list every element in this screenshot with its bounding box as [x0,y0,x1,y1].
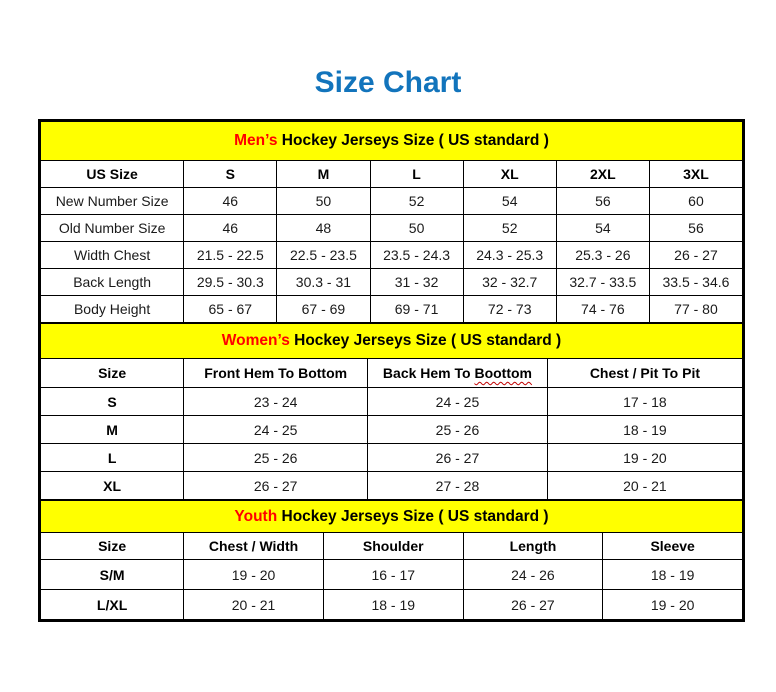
youth-table-row [41,560,743,590]
mens-value-cell: 56 [649,215,742,242]
mens-value-cell: 77 - 80 [649,296,742,323]
mens-value-cell: 67 - 69 [277,296,370,323]
womens-table-row [41,472,743,500]
mens-value-cell: 32.7 - 33.5 [556,269,649,296]
mens-row-label: Back Length [41,269,184,296]
womens-section-heading [41,324,743,359]
mens-value-cell: 30.3 - 31 [277,269,370,296]
youth-value-cell: 24 - 26 [463,560,603,590]
mens-value-cell: 25.3 - 26 [556,242,649,269]
womens-value-cell: 24 - 25 [368,388,548,416]
mens-column-header: M [277,161,370,188]
youth-value-cell: 18 - 19 [323,590,463,620]
youth-value-cell: 26 - 27 [463,590,603,620]
youth-value-cell: 19 - 20 [603,590,743,620]
mens-value-cell: 48 [277,215,370,242]
mens-size-table [40,121,743,323]
womens-value-cell: 20 - 21 [547,472,742,500]
mens-value-cell: 60 [649,188,742,215]
womens-row-label: L [41,444,184,472]
mens-table-row [41,242,743,269]
youth-table-row [41,590,743,620]
mens-column-header: XL [463,161,556,188]
mens-row-label: Body Height [41,296,184,323]
youth-column-header: Size [41,533,184,560]
mens-row-label: Old Number Size [41,215,184,242]
mens-value-cell: 26 - 27 [649,242,742,269]
womens-column-header: Size [41,359,184,388]
mens-column-header: US Size [41,161,184,188]
womens-value-cell: 19 - 20 [547,444,742,472]
youth-row-label: S/M [41,560,184,590]
misspelled-word: Boottom [474,365,533,381]
womens-row-label: XL [41,472,184,500]
mens-value-cell: 21.5 - 22.5 [184,242,277,269]
youth-size-table [40,500,743,620]
size-chart-tables [38,119,745,622]
youth-row-label: L/XL [41,590,184,620]
womens-value-cell: 27 - 28 [368,472,548,500]
mens-heading-accent: Men’s [234,132,278,149]
youth-section-heading [41,501,743,533]
mens-value-cell: 72 - 73 [463,296,556,323]
mens-column-header: 3XL [649,161,742,188]
mens-column-header: 2XL [556,161,649,188]
youth-value-cell: 20 - 21 [184,590,324,620]
womens-value-cell: 17 - 18 [547,388,742,416]
mens-column-header: S [184,161,277,188]
youth-column-header: Chest / Width [184,533,324,560]
womens-value-cell: 24 - 25 [184,416,368,444]
mens-table-row [41,296,743,323]
womens-table-row [41,444,743,472]
mens-table-row [41,215,743,242]
womens-value-cell: 18 - 19 [547,416,742,444]
page-title: Size Chart [314,66,462,99]
mens-value-cell: 31 - 32 [370,269,463,296]
womens-value-cell: 26 - 27 [184,472,368,500]
mens-value-cell: 50 [370,215,463,242]
womens-value-cell: 26 - 27 [368,444,548,472]
youth-heading-accent: Youth [234,507,278,525]
mens-row-label: New Number Size [41,188,184,215]
mens-row-label: Width Chest [41,242,184,269]
mens-value-cell: 54 [463,188,556,215]
womens-heading-accent: Women’s [221,332,290,349]
mens-heading-rest: Hockey Jerseys Size ( US standard ) [277,132,549,149]
womens-column-header: Back Hem To Boottom [368,359,548,388]
mens-value-cell: 32 - 32.7 [463,269,556,296]
womens-value-cell: 25 - 26 [368,416,548,444]
mens-value-cell: 65 - 67 [184,296,277,323]
mens-value-cell: 69 - 71 [370,296,463,323]
mens-table-row [41,269,743,296]
mens-value-cell: 46 [184,188,277,215]
youth-column-header: Length [463,533,603,560]
mens-value-cell: 74 - 76 [556,296,649,323]
womens-row-label: S [41,388,184,416]
mens-value-cell: 24.3 - 25.3 [463,242,556,269]
mens-value-cell: 56 [556,188,649,215]
youth-value-cell: 19 - 20 [184,560,324,590]
mens-value-cell: 23.5 - 24.3 [370,242,463,269]
mens-column-header: L [370,161,463,188]
youth-heading-rest: Hockey Jerseys Size ( US standard ) [277,507,549,525]
mens-value-cell: 46 [184,215,277,242]
mens-section-heading [41,122,743,161]
youth-value-cell: 16 - 17 [323,560,463,590]
womens-value-cell: 23 - 24 [184,388,368,416]
mens-value-cell: 22.5 - 23.5 [277,242,370,269]
mens-value-cell: 54 [556,215,649,242]
mens-value-cell: 29.5 - 30.3 [184,269,277,296]
womens-size-table [40,323,743,500]
womens-column-header: Front Hem To Bottom [184,359,368,388]
womens-row-label: M [41,416,184,444]
youth-column-header: Sleeve [603,533,743,560]
womens-table-row [41,388,743,416]
womens-heading-rest: Hockey Jerseys Size ( US standard ) [289,332,562,349]
mens-value-cell: 50 [277,188,370,215]
youth-column-header: Shoulder [323,533,463,560]
mens-value-cell: 52 [463,215,556,242]
mens-value-cell: 52 [370,188,463,215]
youth-value-cell: 18 - 19 [603,560,743,590]
mens-table-row [41,188,743,215]
mens-value-cell: 33.5 - 34.6 [649,269,742,296]
womens-value-cell: 25 - 26 [184,444,368,472]
womens-table-row [41,416,743,444]
womens-column-header: Chest / Pit To Pit [547,359,742,388]
